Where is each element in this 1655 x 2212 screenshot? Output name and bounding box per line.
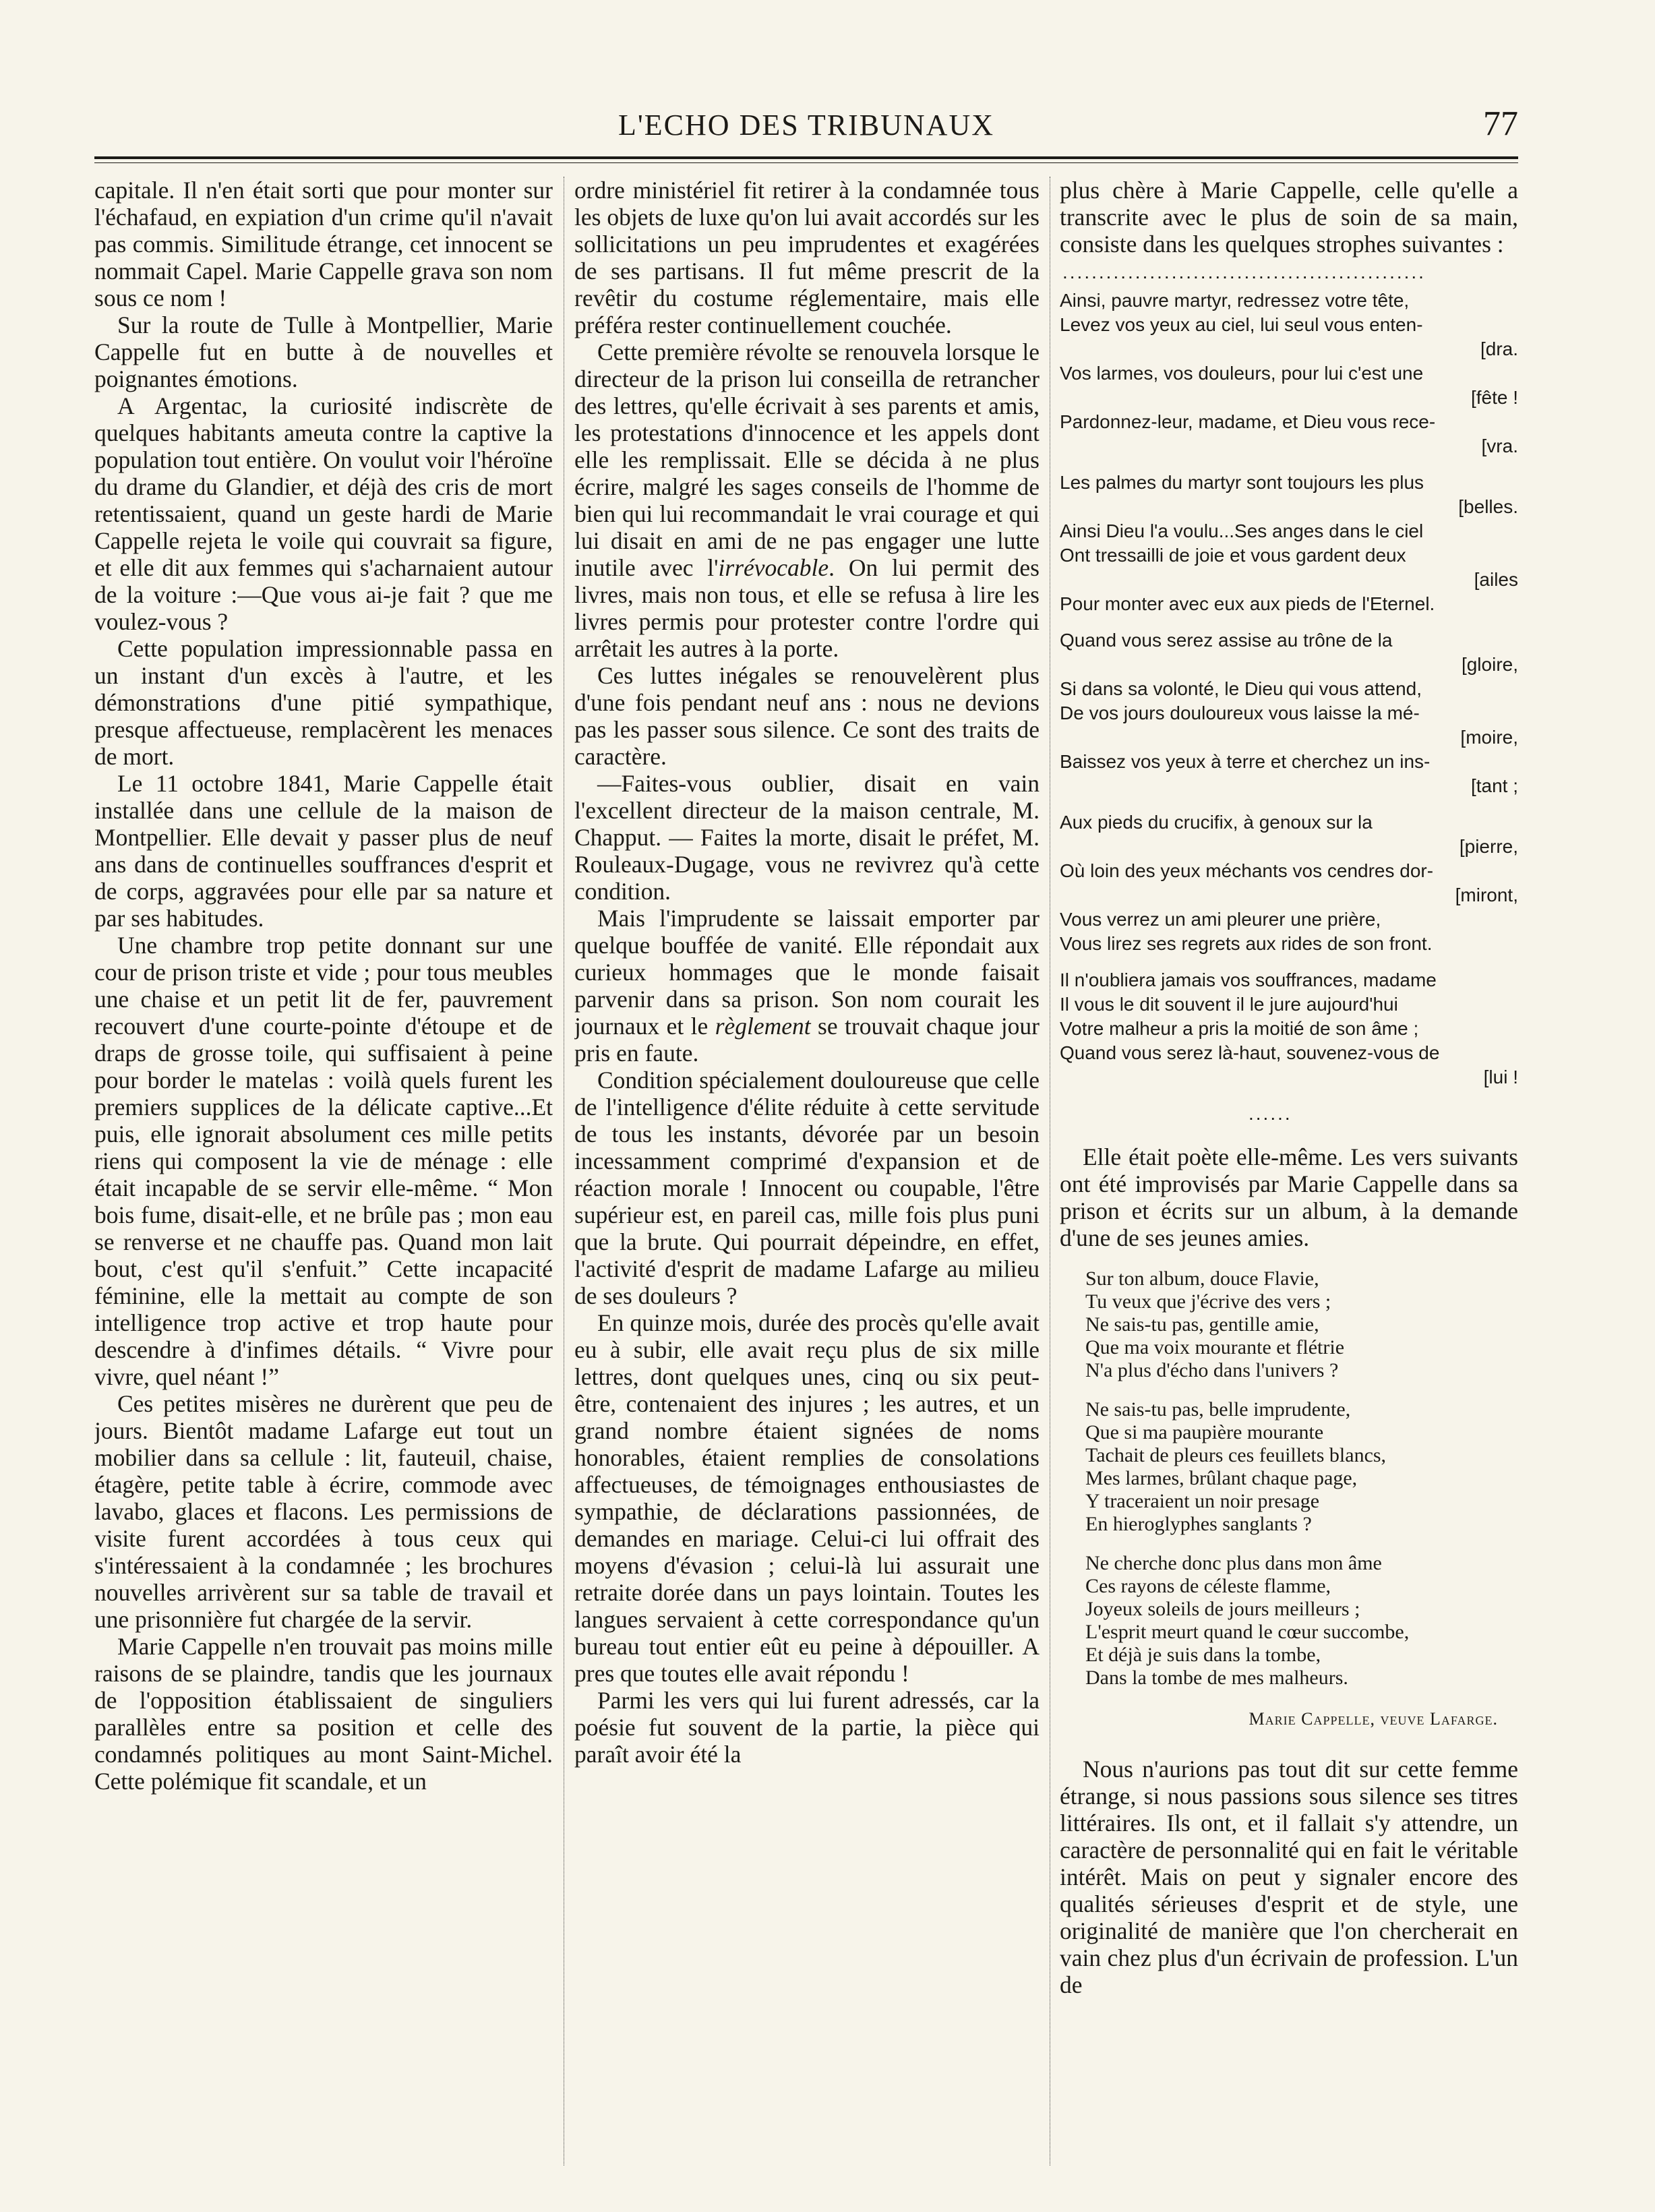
paragraph: —Faites-vous oublier, disait en vain l'excellent directeur de la maison centrale, M. Chapput. — Faites la morte, disait le préfet, M. Rouleaux-Dugage, vous ne revivrez qu'à cette condition. [574, 770, 1040, 905]
verse-line: Ne cherche donc plus dans mon âme [1085, 1552, 1382, 1574]
stanza [1060, 968, 1518, 1089]
verse-line: Pardonnez-leur, madame, et Dieu vous rece- [1060, 411, 1436, 432]
verse-line: Quand vous serez là-haut, souvenez-vous de [1060, 1042, 1440, 1063]
verse-line: L'esprit meurt quand le cœur succombe, [1085, 1621, 1410, 1643]
stanza [1085, 1552, 1518, 1690]
verse-line: Où loin des yeux méchants vos cendres dor- [1060, 860, 1434, 881]
verse-line: Que ma voix mourante et flétrie [1085, 1336, 1345, 1358]
stanza [1085, 1267, 1518, 1382]
page-number: 77 [1483, 104, 1518, 143]
text-span: se trouvait chaque jour pris en faute. [574, 1013, 1040, 1067]
paragraph: Marie Cappelle n'en trouvait pas moins mille raisons de se plaindre, tandis que les journaux de l'opposition établissaient de singuliers parallèles entre sa position et celle des condamnés politiques au mont Saint-Michel. Cette polémique fit scandale, et un [94, 1633, 553, 1795]
verse-line: [belles. [1458, 496, 1518, 517]
verse-line: [tant ; [1470, 775, 1518, 796]
signature: Marie Cappelle, veuve Lafarge. [1248, 1709, 1498, 1729]
paragraph: Cette population impressionnable passa en un instant d'un excès à l'autre, et les démonstrations d'une pitié sympathique, presque affectueuse, remplacèrent les menaces de mort. [94, 635, 553, 770]
verse-line: Il n'oubliera jamais vos souffrances, madame [1060, 969, 1437, 990]
verse-line: Aux pieds du crucifix, à genoux sur la [1060, 812, 1373, 833]
verse-line: [ailes [1474, 569, 1518, 590]
verse-line: Sur ton album, douce Flavie, [1085, 1267, 1319, 1290]
verse-line: Pour monter avec eux aux pieds de l'Eternel. [1060, 593, 1435, 614]
paragraph: Elle était poète elle-même. Les vers suivants ont été improvisés par Marie Cappelle dans sa prison et écrits sur un album, à la demande d'une de ses jeunes amies. [1060, 1143, 1518, 1251]
verse-line: Il vous le dit souvent il le jure aujourd'hui [1060, 994, 1398, 1015]
column-3 [1060, 177, 1518, 2172]
paragraph: plus chère à Marie Cappelle, celle qu'elle a transcrite avec le plus de soin de sa main, consiste dans les quelques strophes suivantes : [1060, 177, 1518, 258]
verse-line: Mes larmes, brûlant chaque page, [1085, 1467, 1358, 1489]
verse-line: Tu veux que j'écrive des vers ; [1085, 1290, 1331, 1313]
verse-line: [lui ! [1483, 1067, 1518, 1087]
verse-line: Baissez vos yeux à terre et cherchez un ins- [1060, 751, 1431, 772]
verse-line: Levez vos yeux au ciel, lui seul vous enten- [1060, 314, 1423, 335]
verse-line: [miront, [1455, 885, 1518, 905]
paragraph: Nous n'aurions pas tout dit sur cette femme étrange, si nous passions sous silence ses titres littéraires. Ils ont, et il fallait s'y attendre, un caractère de personnalité qui en fait le véritable intérêt. Mais on peut y signaler encore des qualités sérieuses d'esprit et de style, une originalité de manière que l'on chercherait en vain chez plus d'un écrivain de profession. L'un de [1060, 1756, 1518, 1998]
stanza [1060, 810, 1518, 956]
verse-line: Que si ma paupière mourante [1085, 1421, 1324, 1443]
verse-line: [dra. [1480, 338, 1518, 359]
paragraph: Condition spécialement douloureuse que celle de l'intelligence d'élite réduite à cette servitude de tous les instants, dévorée par un besoin incessamment comprimé d'expansion et de réaction morale ! Innocent ou coupable, l'être supérieur est, en pareil cas, mille fois plus puni que la brute. Qui pourrait dépeindre, en effet, l'activité d'esprit de madame Lafarge au milieu de ses douleurs ? [574, 1067, 1040, 1309]
stanza [1060, 289, 1518, 458]
verse-line: Dans la tombe de mes malheurs. [1085, 1667, 1348, 1689]
verse-line: Ne sais-tu pas, gentille amie, [1085, 1313, 1319, 1336]
column-2 [574, 177, 1040, 2172]
column-1 [94, 177, 553, 2172]
paragraph: En quinze mois, durée des procès qu'elle avait eu à subir, elle avait reçu plus de six mille lettres, dont quelques unes, cinq ou six peut-être, contenaient des injures ; les autres, et un grand nombre étaient signées de noms honorables, étaient remplies de consolations affectueuses, de témoignages enthousiastes de sympathie, de déclarations passionnées, de demandes en mariage. Celui-ci lui offrait des moyens d'évasion ; celui-là lui assurait une retraite dorée dans un pays lointain. Toutes les langues servaient à cette correspondance qu'un bureau tout entier eût eu peine à dépouiller. A pres que toutes elle avait répondu ! [574, 1309, 1040, 1687]
paragraph: Ces petites misères ne durèrent que peu de jours. Bientôt madame Lafarge eut tout un mobilier dans sa cellule : lit, fauteuil, chaise, étagère, petite table à écrire, commode avec lavabo, glaces et flacons. Les permissions de visite furent accordées à tous ceux qui s'intéressaient à la condamnée ; les brochures nouvelles arrivèrent sur sa table de travail et une prisonnière fut chargée de la servir. [94, 1390, 553, 1633]
verse-line: Les palmes du martyr sont toujours les plus [1060, 472, 1424, 493]
paragraph [574, 905, 1040, 1067]
poem-body [1060, 289, 1518, 1089]
stanza [1060, 628, 1518, 798]
verse-line: [vra. [1481, 436, 1518, 456]
verse-line: Tachait de pleurs ces feuillets blancs, [1085, 1444, 1387, 1466]
verse-line: Ces rayons de céleste flamme, [1085, 1575, 1331, 1597]
paragraph: Parmi les vers qui lui furent adressés, car la poésie fut souvent de la partie, la pièce qui paraît avoir été la [574, 1687, 1040, 1768]
journal-title: L'ECHO DES TRIBUNAUX [618, 109, 994, 142]
verse-line: Votre malheur a pris la moitié de son âme ; [1060, 1018, 1419, 1039]
verse-line: Ainsi, pauvre martyr, redressez votre tête, [1060, 290, 1410, 311]
text-span: . On lui permit des livres, mais non tous, et elle se refusa à lire les livres permis pour protester contre l'ordre qui arrêtait les autres à la porte. [574, 554, 1040, 662]
verse-line: [pierre, [1459, 836, 1518, 857]
italic-span: irrévocable [718, 554, 829, 581]
verse-line: [moire, [1460, 727, 1518, 748]
verse-line: [gloire, [1461, 654, 1518, 675]
verse-line: Y traceraient un noir presage [1085, 1490, 1320, 1512]
header-rule [94, 156, 1518, 159]
verse-line: En hieroglyphes sanglants ? [1085, 1513, 1312, 1535]
poem-dedicated [1060, 260, 1518, 1126]
text-span: Cette première révolte se renouvela lorsque le directeur de la prison lui conseilla de retrancher des lettres, qu'elle écrivait à ses parents et amis, les protestations d'innocence et les appels dont elle les remplissait. Elle se décida à ne plus écrire, malgré les sages conseils de l'homme de bien qui lui recommandait le vrai courage et qui lui disait en ami de ne pas engager une lutte inutile avec l' [574, 338, 1040, 581]
verse-line: Vous lirez ses regrets aux rides de son front. [1060, 933, 1433, 954]
verse-line: Vos larmes, vos douleurs, pour lui c'est une [1060, 363, 1424, 384]
paragraph: A Argentac, la curiosité indiscrète de quelques habitants ameuta contre la captive la population tout entière. On voulut voir l'héroïne du drame du Glandier, et déjà des cris de mort retentissaient, quand un geste hardi de Marie Cappelle rejeta le voile qui couvrait sa figure, et elle dit aux femmes qui s'acharnaient autour de la voiture :—Que vous ai-je fait ? que me voulez-vous ? [94, 392, 553, 635]
paragraph: Une chambre trop petite donnant sur une cour de prison triste et vide ; pour tous meubles une chaise et un petit lit de fer, pauvrement recouvert d'une courte-pointe d'étoupe et de draps de grosse toile, qui suffisaient à peine pour border le matelas : voilà quels furent les premiers supplices de la délicate captive...Et puis, elle ignorait absolument ces mille petits riens qui composent la vie de ménage : elle était incapable de se servir elle-même. “ Mon bois fume, disait-elle, et ne brûle pas ; mon eau se renverse et ne chauffe pas. Quand mon lait bout, c'est qu'il s'enfuit.” Cette incapacité féminine, elle la mettait au compte de son intelligence trop active et trop haute pour descendre à d'infimes détails. “ Vivre pour vivre, quel néant !” [94, 932, 553, 1390]
paragraph [574, 338, 1040, 662]
verse-line: N'a plus d'écho dans l'univers ? [1085, 1359, 1339, 1381]
verse-line: Ont tressailli de joie et vous gardent deux [1060, 545, 1406, 566]
paragraph: Sur la route de Tulle à Montpellier, Marie Cappelle fut en butte à de nouvelles et poignantes émotions. [94, 311, 553, 392]
paragraph: Ces luttes inégales se renouvelèrent plus d'une fois pendant neuf ans : nous ne devions pas les passer sous silence. Ce sont des traits de caractère. [574, 662, 1040, 770]
verse-line: De vos jours douloureux vous laisse la mé- [1060, 703, 1420, 723]
verse-line: Joyeux soleils de jours meilleurs ; [1085, 1598, 1360, 1620]
paragraph: ordre ministériel fit retirer à la condamnée tous les objets de luxe qu'on lui avait accordés sur les sollicitations un peu imprudentes et exagérées de ses partisans. Il fut même prescrit de la revêtir du costume réglementaire, mais elle préféra rester continuellement couchée. [574, 177, 1040, 338]
stanza [1085, 1398, 1518, 1536]
verse-line: Quand vous serez assise au trône de la [1060, 630, 1393, 651]
verse-line: [fête ! [1470, 387, 1518, 408]
text-span: Mais l'imprudente se laissait emporter par quelque bouffée de vanité. Elle répondait aux curieux hommages que le monde faisait parvenir dans sa prison. Son nom courait les journaux et le [574, 905, 1040, 1040]
stanza [1060, 471, 1518, 616]
ellipsis-row: ...... [1248, 1103, 1292, 1124]
verse-line: Si dans sa volonté, le Dieu qui vous attend, [1060, 678, 1422, 699]
paragraph: Le 11 octobre 1841, Marie Cappelle était installée dans une cellule de la maison de Montpellier. Elle devait y passer plus de neuf ans dans de continuelles souffrances d'esprit et de corps, aggravées pour elle par sa nature et par ses habitudes. [94, 770, 553, 932]
verse-line: Vous verrez un ami pleurer une prière, [1060, 909, 1381, 930]
page-header [94, 104, 1518, 148]
verse-line: Et déjà je suis dans la tombe, [1085, 1644, 1321, 1666]
verse-line: Ainsi Dieu l'a voulu...Ses anges dans le ciel [1060, 520, 1424, 541]
header-rule-thin [94, 162, 1518, 163]
ellipsis-row: .................................................. [1062, 262, 1426, 282]
italic-span: règlement [715, 1013, 811, 1040]
paragraph: capitale. Il n'en était sorti que pour monter sur l'échafaud, en expiation d'un crime qu'il n'avait pas commis. Similitude étrange, cet innocent se nommait Capel. Marie Cappelle grava son nom sous ce nom ! [94, 177, 553, 311]
verse-line: Ne sais-tu pas, belle imprudente, [1085, 1398, 1351, 1421]
poem-album [1085, 1267, 1518, 1690]
